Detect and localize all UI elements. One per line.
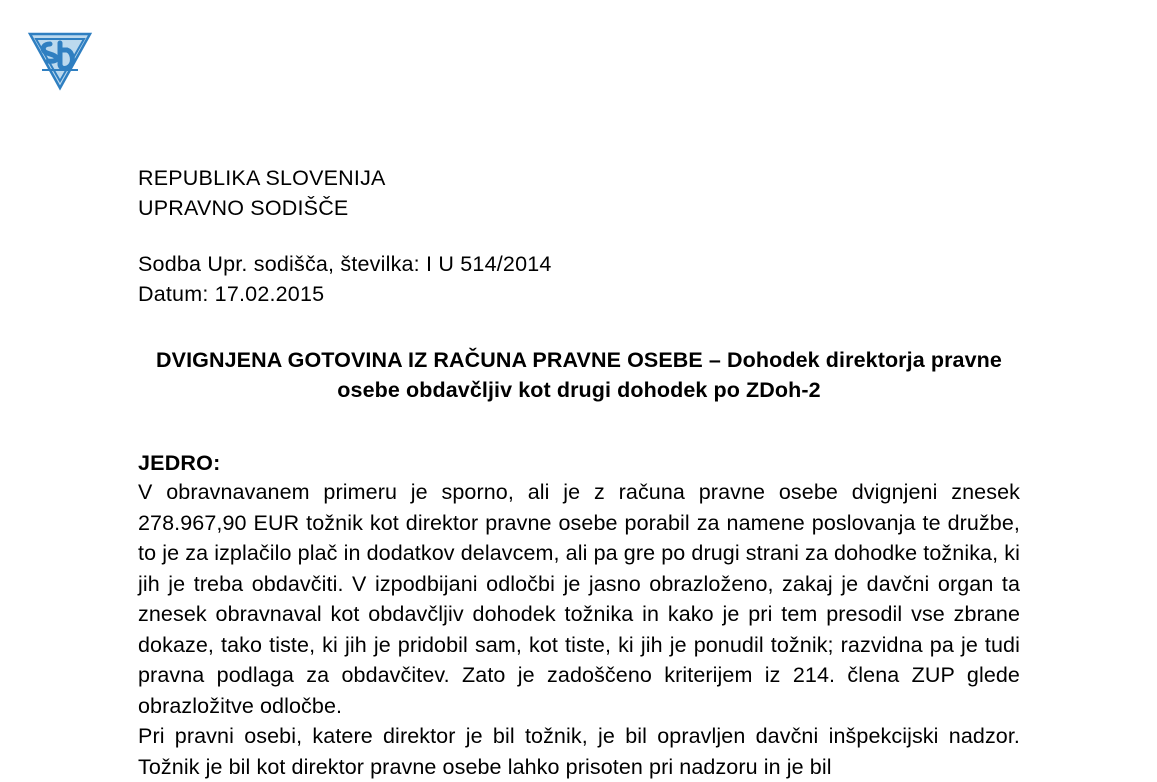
case-number: Sodba Upr. sodišča, številka: I U 514/2014 xyxy=(138,252,552,276)
coat-of-arms-icon xyxy=(22,26,98,92)
case-date: Datum: 17.02.2015 xyxy=(138,282,325,306)
paragraph-2: Pri pravni osebi, katere direktor je bil tožnik, je bil opravljen davčni inšpekcijski nadzor. Tožnik je bil kot direktor pravne osebe lahko prisoten pri nadzoru in je bil xyxy=(138,724,1020,779)
authority-line-1: REPUBLIKA SLOVENIJA xyxy=(138,166,386,190)
paragraph-1: V obravnavanem primeru je sporno, ali je z računa pravne osebe dvignjeni znesek 278.967,90 EUR tožnik kot direktor pravne osebe porabil za namene poslovanja te družbe, to je za izplačilo plač in dodatkov delavcem, ali pa gre po drugi strani za dohodke tožnika, ki jih je treba obdavčiti. V izpodbijani odločbi je jasno obrazloženo, zakaj je davčni organ ta znesek obravnaval kot obdavčljiv dohodek tožnika in kako je pri tem presodil vse zbrane dokaze, tako tiste, ki jih je pridobil sam, kot tiste, ki jih je ponudil tožnik; razvidna pa je tudi pravna podlaga za obdavčitev. Zato je zadoščeno kriterijem iz 214. člena ZUP glede obrazložitve odločbe. xyxy=(138,480,1020,718)
authority-block xyxy=(138,163,1020,223)
authority-line-2: UPRAVNO SODIŠČE xyxy=(138,196,349,220)
section-label-jedro: JEDRO: xyxy=(138,451,221,475)
court-logo xyxy=(22,26,98,92)
body-text xyxy=(138,477,1020,782)
page-title: DVIGNJENA GOTOVINA IZ RAČUNA PRAVNE OSEBE – Dohodek direktorja pravne osebe obdavčljiv kot drugi dohodek po ZDoh-2 xyxy=(156,348,1002,402)
case-meta-block xyxy=(138,249,1020,309)
document-content xyxy=(138,163,1020,782)
